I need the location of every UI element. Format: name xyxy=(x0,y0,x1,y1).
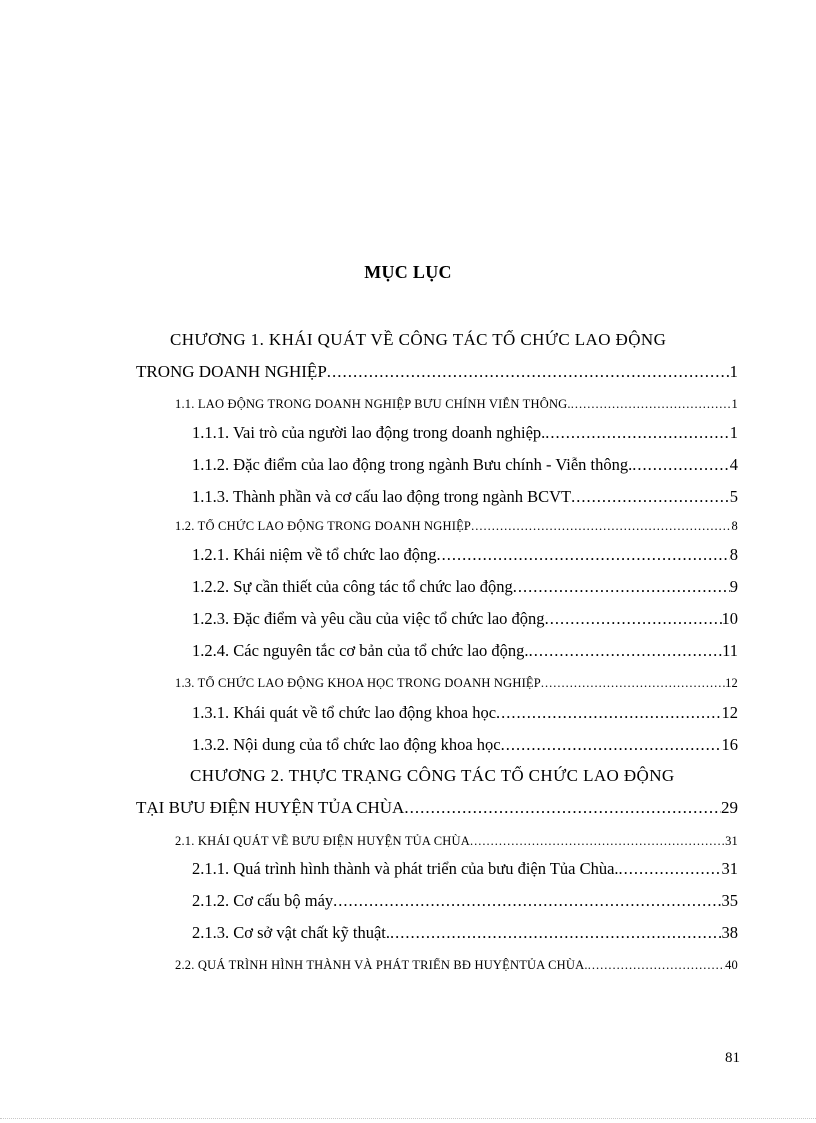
dot-leader xyxy=(541,676,725,691)
toc-subsection-label: 1.2.4. Các nguyên tắc cơ bản của tổ chức lao động. xyxy=(192,641,529,660)
toc-section-1-2[interactable] xyxy=(175,519,738,534)
toc-title: MỤC LỤC xyxy=(364,262,452,282)
toc-subsection-1-3-1[interactable] xyxy=(192,703,738,723)
toc-subsection-1-2-4[interactable] xyxy=(192,641,738,661)
dot-leader xyxy=(619,859,722,879)
toc-subsection-2-1-3[interactable] xyxy=(192,923,738,943)
page-ref: 9 xyxy=(729,577,738,596)
page-ref: 5 xyxy=(729,487,738,506)
toc-subsection-label: 1.2.2. Sự cần thiết của công tác tổ chức lao động xyxy=(192,577,513,596)
toc-section-2-2[interactable] xyxy=(175,958,738,973)
page-ref: 40 xyxy=(725,958,738,972)
dot-leader xyxy=(404,798,721,818)
chapter2-heading-line1: CHƯƠNG 2. THỰC TRẠNG CÔNG TÁC TỔ CHỨC LAO ĐỘNG xyxy=(190,766,675,785)
toc-subsection-label: 1.3.1. Khái quát về tổ chức lao động khoa học xyxy=(192,703,497,722)
toc-subsection-1-2-2[interactable] xyxy=(192,577,738,597)
toc-section-1-1[interactable] xyxy=(175,397,738,412)
dot-leader xyxy=(529,641,723,661)
page-ref: 1 xyxy=(731,397,738,411)
page-ref: 11 xyxy=(722,641,738,660)
toc-section-label: 2.1. KHÁI QUÁT VỀ BƯU ĐIỆN HUYỆN TỦA CHÙA xyxy=(175,834,470,848)
dot-leader xyxy=(436,545,729,565)
bottom-divider xyxy=(0,1118,816,1119)
dot-leader xyxy=(571,487,730,507)
toc-subsection-label: 2.1.3. Cơ sở vật chất kỹ thuật. xyxy=(192,923,391,942)
dot-leader xyxy=(470,834,725,849)
page-ref: 12 xyxy=(725,676,738,690)
dot-leader xyxy=(501,735,722,755)
dot-leader xyxy=(632,455,730,475)
toc-subsection-1-1-1[interactable] xyxy=(192,423,738,443)
toc-subsection-label: 1.3.2. Nội dung của tổ chức lao động khoa học xyxy=(192,735,501,754)
toc-section-label: 1.1. LAO ĐỘNG TRONG DOANH NGHIỆP BƯU CHÍNH VIỄN THÔNG. xyxy=(175,397,571,411)
dot-leader xyxy=(471,519,731,534)
dot-leader xyxy=(513,577,730,597)
page-ref: 4 xyxy=(729,455,738,474)
chapter2-entry[interactable] xyxy=(136,798,738,818)
toc-subsection-1-1-2[interactable] xyxy=(192,455,738,475)
chapter1-heading-line2: TRONG DOANH NGHIỆP xyxy=(136,362,327,381)
chapter1-heading-line1: CHƯƠNG 1. KHÁI QUÁT VỀ CÔNG TÁC TỔ CHỨC LAO ĐỘNG xyxy=(170,330,667,349)
toc-section-label: 1.2. TỔ CHỨC LAO ĐỘNG TRONG DOANH NGHIỆP xyxy=(175,519,472,533)
page-ref: 12 xyxy=(721,703,738,722)
toc-subsection-label: 1.2.1. Khái niệm về tổ chức lao động xyxy=(192,545,437,564)
page-ref: 10 xyxy=(721,609,738,628)
toc-subsection-label: 1.1.3. Thành phần và cơ cấu lao động trong ngành BCVT xyxy=(192,487,572,506)
page-ref: 16 xyxy=(721,735,738,754)
toc-subsection-1-1-3[interactable] xyxy=(192,487,738,507)
toc-section-label: 2.2. QUÁ TRÌNH HÌNH THÀNH VÀ PHÁT TRIỂN BĐ HUYỆNTỦA CHÙA. xyxy=(175,958,588,972)
toc-section-2-1[interactable] xyxy=(175,834,738,849)
chapter2-heading-line2: TẠI BƯU ĐIỆN HUYỆN TỦA CHÙA xyxy=(136,798,405,817)
toc-subsection-label: 1.1.1. Vai trò của người lao động trong doanh nghiệp. xyxy=(192,423,546,442)
toc-subsection-label: 2.1.2. Cơ cấu bộ máy xyxy=(192,891,334,910)
page-ref: 31 xyxy=(721,859,738,878)
dot-leader xyxy=(327,362,730,382)
page-ref: 1 xyxy=(729,423,738,442)
page-ref: 35 xyxy=(721,891,738,910)
toc-subsection-1-3-2[interactable] xyxy=(192,735,738,755)
dot-leader xyxy=(545,609,722,629)
page-ref: 1 xyxy=(729,362,738,381)
dot-leader xyxy=(571,397,732,412)
toc-subsection-label: 1.2.3. Đặc điểm và yêu cầu của việc tổ chức lao động xyxy=(192,609,545,628)
page-number: 81 xyxy=(725,1050,740,1066)
toc-subsection-1-2-1[interactable] xyxy=(192,545,738,565)
chapter1-entry[interactable] xyxy=(136,362,738,382)
dot-leader xyxy=(545,423,729,443)
page-ref: 31 xyxy=(725,834,738,848)
page-ref: 29 xyxy=(721,798,738,817)
page-ref: 38 xyxy=(721,923,738,942)
toc-subsection-2-1-2[interactable] xyxy=(192,891,738,911)
toc-subsection-2-1-1[interactable] xyxy=(192,859,738,879)
toc-subsection-label: 1.1.2. Đặc điểm của lao động trong ngành Bưu chính - Viễn thông. xyxy=(192,455,633,474)
toc-section-label: 1.3. TỔ CHỨC LAO ĐỘNG KHOA HỌC TRONG DOANH NGHIỆP xyxy=(175,676,541,690)
page-ref: 8 xyxy=(731,519,738,533)
dot-leader xyxy=(588,958,725,973)
toc-subsection-label: 2.1.1. Quá trình hình thành và phát triển của bưu điện Tủa Chùa. xyxy=(192,859,619,878)
dot-leader xyxy=(333,891,721,911)
dot-leader xyxy=(496,703,721,723)
toc-section-1-3[interactable] xyxy=(175,676,738,691)
toc-subsection-1-2-3[interactable] xyxy=(192,609,738,629)
dot-leader xyxy=(390,923,721,943)
page-ref: 8 xyxy=(729,545,738,564)
